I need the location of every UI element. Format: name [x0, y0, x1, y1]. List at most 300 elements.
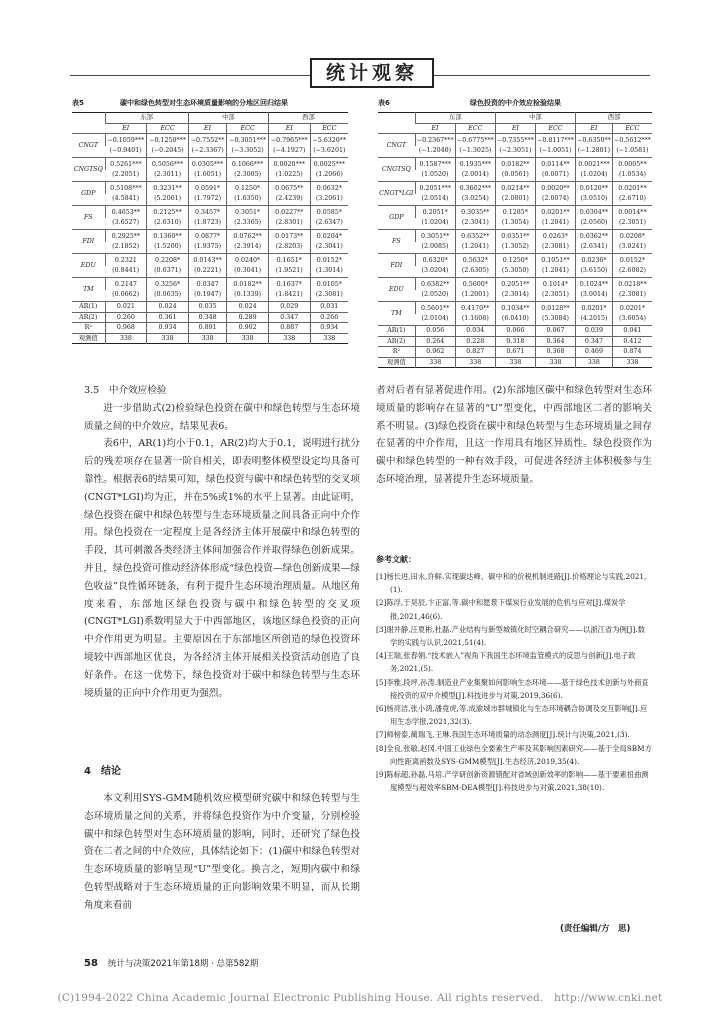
- stat-row: [378, 357, 652, 368]
- stat-cell: 0.035: [188, 302, 226, 313]
- stat-cell: 0.056: [415, 326, 455, 337]
- reference-item: [2]陈浮,于昊辰,卞正富,等.碳中和愿景下煤炭行业发展的危机与应对[J].煤炭学报,2021,46(6).: [376, 598, 626, 621]
- coef-cell: 0.0236*: [576, 254, 613, 266]
- t-stat-row: [378, 314, 652, 326]
- coef-cell: 0.2051***: [415, 182, 455, 194]
- t-stat-cell: (2.3041): [455, 218, 495, 230]
- coef-row: [378, 230, 652, 242]
- column-header: EI: [495, 123, 535, 134]
- t-stat-cell: (3.2061): [310, 194, 348, 206]
- coef-cell: −0.7355***: [495, 134, 535, 146]
- column-header: ECC: [535, 123, 575, 134]
- coef-row: [72, 278, 348, 290]
- row-label: FDI: [72, 230, 105, 254]
- t-stat-cell: (−2.3367): [188, 146, 226, 158]
- region-header: 西部: [576, 113, 653, 124]
- coef-cell: 0.0120**: [576, 182, 613, 194]
- coef-cell: 0.5632*: [455, 254, 495, 266]
- t-stat-cell: (0.1947): [188, 290, 226, 302]
- t-stat-row: [72, 242, 348, 254]
- coef-cell: −0.7965***: [268, 134, 310, 146]
- stat-cell: 0.024: [147, 302, 189, 313]
- coef-cell: 0.6382**: [415, 278, 455, 290]
- coef-cell: 0.0105*: [310, 278, 348, 290]
- table5: [72, 112, 348, 344]
- paragraph: 表6中，AR(1)均小于0.1，AR(2)均大于0.1，说明进行扰分后的残差项存在显著一阶自相关，即表明整体模型设定均具备可靠性。根据表6的结果可知，绿色投资与碳中和绿色转型的交叉项(CNGT*LGI)均为正，并在5%或1%的水平上显著。由此证明，绿色投资在碳中和绿色转型与生态环境质量之间具备正向中介作用。绿色投资在一定程度上是各经济主体开展碳中和绿色转型的手段，其可刺激各类经济主体间加强合作并取得绿色创新成果。并且，绿色投资可推动经济体形成“绿色投资—绿色创新成果—绿色收益”良性循环链条，有利于提升生态环境治理质量。从地区角度来看，东部地区绿色投资与碳中和绿色转型的交叉项(CNGT*LGI)系数明显大于中西部地区，该地区绿色投资的正向中介作用更为明显。主要原因在于东部地区所创造的绿色投资环境较中西部地区优良，为各经济主体开展相关投资活动创造了良好条件。在这一优势下，绿色投资对于碳中和绿色转型与生态环境质量的正向中介作用更为强烈。: [84, 438, 360, 699]
- copyright-watermark: (C)1994-2022 China Academic Journal Electronic Publishing House. All rights reserved. http://www.cnki.net: [57, 992, 663, 1004]
- stat-cell: 0.318: [495, 336, 535, 347]
- t-stat-cell: (4.2015): [576, 314, 613, 326]
- reference-item: [9]陈标超,孙磊,马培.产学研创新资源错配对省域创新效率的影响——基于要素扭曲测度模型与超效率SBM-DEA模型[J].科技进步与对策,2021,38(10).: [376, 770, 649, 793]
- coef-cell: 0.1285*: [495, 206, 535, 218]
- stat-cell: 0.039: [576, 326, 613, 337]
- t-stat-cell: (2.6082): [612, 266, 652, 278]
- t-stat-cell: (2.3051): [612, 218, 652, 230]
- stat-cell: 0.671: [495, 347, 535, 358]
- stat-label: 观测值: [72, 333, 105, 344]
- t-stat-cell: (1.0534): [612, 170, 652, 182]
- t-stat-cell: (2.3914): [227, 242, 269, 254]
- region-header: 中部: [495, 113, 575, 124]
- t-stat-cell: (1.0225): [268, 170, 310, 182]
- t-stat-cell: (1.0204): [421, 218, 449, 226]
- row-label: TM: [72, 278, 105, 302]
- region-header: 东部: [415, 113, 495, 124]
- t-stat-row: [72, 170, 348, 182]
- left-column: [84, 382, 360, 702]
- coef-cell: 0.3035**: [455, 206, 495, 218]
- coef-cell: 0.0304**: [576, 206, 613, 218]
- t-stat-cell: (0.0071): [535, 170, 575, 182]
- stat-row: [72, 302, 348, 313]
- stat-cell: 0.228: [455, 336, 495, 347]
- stat-cell: 338: [495, 357, 535, 368]
- t-stat-cell: (5.2061): [147, 194, 189, 206]
- coef-cell: 0.1024**: [576, 278, 613, 290]
- coef-cell: 0.0585*: [310, 206, 348, 218]
- t-stat-row: [378, 194, 652, 206]
- t-stat-cell: (0.6371): [147, 266, 189, 278]
- row-label: TM: [378, 302, 415, 326]
- journal-info: 统计与决策2021年第18期 · 总第582期: [107, 959, 259, 969]
- t-stat-cell: (−1.0581): [612, 146, 652, 158]
- t-stat-row: [378, 218, 652, 230]
- stat-cell: 0.041: [612, 326, 652, 337]
- coef-cell: 0.0240*: [227, 254, 269, 266]
- t-stat-cell: (2.3081): [535, 242, 575, 254]
- coef-cell: 0.0305***: [188, 158, 226, 170]
- t-stat-row: [378, 290, 652, 302]
- coef-cell: 0.3051**: [415, 230, 455, 242]
- t-stat-cell: (2.4239): [268, 194, 310, 206]
- coef-cell: 0.0204*: [310, 230, 348, 242]
- table6: [378, 112, 652, 368]
- table5-title: 碳中和绿色转型对生态环境质量影响的分地区回归结果: [120, 99, 288, 107]
- t-stat-row: [72, 290, 348, 302]
- row-label: CNGT*LGI: [378, 182, 415, 206]
- coef-cell: 0.0143**: [188, 254, 226, 266]
- coef-cell: 0.2925**: [105, 230, 147, 242]
- stat-cell: 338: [147, 333, 189, 344]
- table5-caption: [72, 98, 288, 108]
- row-label: GDP: [72, 182, 105, 206]
- stat-row: [378, 347, 652, 358]
- t-stat-cell: (1.9521): [268, 266, 310, 278]
- stat-cell: 338: [455, 357, 495, 368]
- coef-cell: 0.5056***: [147, 158, 189, 170]
- t-stat-cell: (1.2001): [455, 290, 495, 302]
- stat-cell: 0.066: [495, 326, 535, 337]
- coef-cell: 0.1250*: [227, 182, 269, 194]
- stat-cell: 0.289: [227, 312, 269, 323]
- coef-row: [378, 278, 652, 290]
- t-stat-cell: (2.6347): [310, 218, 348, 230]
- coef-cell: 0.0201*: [612, 302, 652, 314]
- t-stat-row: [72, 218, 348, 230]
- t-stat-cell: (2.0514): [421, 194, 449, 202]
- stat-cell: 338: [105, 333, 147, 344]
- coef-cell: 0.0263*: [535, 230, 575, 242]
- coef-cell: 0.0218**: [612, 278, 652, 290]
- stat-cell: 0.891: [188, 323, 226, 334]
- coef-cell: 0.5600*: [455, 278, 495, 290]
- column-header: ECC: [227, 123, 269, 134]
- coef-cell: 0.3231**: [147, 182, 189, 194]
- t-stat-row: [72, 194, 348, 206]
- column-header: EI: [188, 123, 226, 134]
- coef-cell: −0.6775***: [455, 134, 495, 146]
- t-stat-cell: (2.6710): [612, 194, 652, 206]
- stat-label: AR(2): [72, 312, 105, 323]
- coef-cell: 0.6320*: [415, 254, 455, 266]
- coef-cell: 0.0005**: [612, 158, 652, 170]
- t-stat-cell: (2.1852): [112, 242, 140, 250]
- column-header: ECC: [612, 123, 652, 134]
- t-stat-cell: (0.0662): [112, 290, 140, 298]
- t-stat-cell: (2.0520): [421, 290, 449, 298]
- reference-item: [6]杨亮洁,张小鸿,潘竟虎,等.成渝城市群城镇化与生态环境耦合协调及交互影响[J].应用生态学报,2021,32(3).: [376, 704, 648, 727]
- coef-cell: 0.2321: [105, 254, 147, 266]
- column-header: EI: [576, 123, 613, 134]
- coef-cell: 0.4653**: [105, 206, 147, 218]
- coef-row: [72, 158, 348, 170]
- coef-cell: 0.3602***: [455, 182, 495, 194]
- coef-cell: 0.1587***: [415, 158, 455, 170]
- t-stat-cell: (3.6150): [576, 266, 613, 278]
- coef-row: [378, 206, 652, 218]
- row-label: CNGT: [378, 134, 415, 158]
- t-stat-cell: (2.6305): [455, 266, 495, 278]
- column-header: ECC: [147, 123, 189, 134]
- t-stat-cell: (2.6341): [576, 242, 613, 254]
- column-header: EI: [268, 123, 310, 134]
- coef-cell: 0.1360**: [147, 230, 189, 242]
- column-header: ECC: [455, 123, 495, 134]
- t-stat-cell: (1.0520): [421, 170, 449, 178]
- coef-cell: −0.7552**: [188, 134, 226, 146]
- paragraph: 本文利用SYS-GMM随机效应模型研究碳中和绿色转型与生态环境质量之间的关系，并将绿色投资作为中介变量，分别检验碳中和绿色转型对生态环境质量的影响，同时，还研究了绿色投资在二者之间的中介效应，具体结论如下：(1)碳中和绿色转型对生态环境质量的影响呈现“U”型变化。换言之，短期内碳中和绿色转型战略对于生态环境质量的正向影响效果不明显，而从长期角度来看前: [84, 793, 360, 911]
- t-stat-cell: (1.2066): [310, 170, 348, 182]
- region-header: 西部: [268, 113, 348, 124]
- t-stat-cell: (1.3054): [495, 218, 535, 230]
- coef-row: [378, 134, 652, 146]
- t-stat-cell: (1.2041): [535, 266, 575, 278]
- t-stat-cell: (1.1608): [455, 314, 495, 326]
- coef-cell: 0.0114**: [535, 158, 575, 170]
- reference-item: [5]李雅,段坪,孙涛.制造业产业集聚如何影响生态环境——基于绿色技术创新与外商直接投资的双中介模型[J].科技进步与对策,2019,36(6).: [376, 677, 649, 700]
- t-stat-cell: (1.8421): [268, 290, 310, 302]
- coef-cell: 0.2051*: [415, 206, 455, 218]
- stat-cell: 0.347: [576, 336, 613, 347]
- column-header: EI: [105, 123, 147, 134]
- subsection-heading: 3.5 中介效应检验: [84, 385, 167, 396]
- coef-cell: 0.1034**: [495, 302, 535, 314]
- stat-cell: 0.934: [147, 323, 189, 334]
- stat-cell: 0.469: [576, 347, 613, 358]
- stat-cell: 0.260: [105, 312, 147, 323]
- stat-label: R²: [72, 323, 105, 334]
- row-label: GDP: [378, 206, 415, 230]
- coef-cell: 0.0020**: [535, 182, 575, 194]
- table6-number: 表6: [378, 99, 390, 107]
- coef-cell: 0.1066***: [227, 158, 269, 170]
- t-stat-cell: (−0.9401): [109, 146, 142, 154]
- coef-cell: 0.0214**: [495, 182, 535, 194]
- stat-cell: 0.029: [268, 302, 310, 313]
- stat-cell: 338: [227, 333, 269, 344]
- t-stat-cell: (1.2041): [535, 218, 575, 230]
- t-stat-cell: (3.6527): [112, 218, 140, 226]
- coef-cell: 0.0877*: [188, 230, 226, 242]
- coef-cell: −0.5612***: [612, 134, 652, 146]
- coef-row: [378, 254, 652, 266]
- coef-row: [378, 302, 652, 314]
- stat-cell: 0.962: [415, 347, 455, 358]
- t-stat-cell: (−1.2040): [418, 146, 452, 154]
- coef-row: [72, 254, 348, 266]
- stat-cell: 0.264: [415, 336, 455, 347]
- t-stat-cell: (−0.2045): [147, 146, 189, 158]
- stat-cell: 0.266: [310, 312, 348, 323]
- coef-cell: 0.1051**: [535, 254, 575, 266]
- coef-cell: 0.3457*: [188, 206, 226, 218]
- subheader-row: [378, 123, 652, 134]
- reference-item: [8]全良,张敏,赵冈.中国工业绿色全要素生产率及其影响因素研究——基于全局SBM方向性距离函数及SYS-GMM模型[J].生态经济,2019,35(4).: [376, 743, 652, 766]
- t-stat-cell: (2.0801): [495, 194, 535, 206]
- row-label: CNGTSQ: [72, 158, 105, 182]
- stat-row: [72, 333, 348, 344]
- coef-cell: 0.0362**: [576, 230, 613, 242]
- row-label: FS: [378, 230, 415, 254]
- t-stat-cell: (2.8301): [268, 218, 310, 230]
- coef-row: [378, 158, 652, 170]
- stat-row: [378, 326, 652, 337]
- t-stat-row: [378, 146, 652, 158]
- stat-cell: 0.412: [612, 336, 652, 347]
- coef-cell: 0.1637*: [268, 278, 310, 290]
- reference-item: [3]谢井静,汪夏彬,杜磊.产业结构与新型城镇化时空耦合研究——以浙江省为例[J].数学的实践与认识,2021,51(4).: [376, 624, 646, 648]
- stat-cell: 338: [188, 333, 226, 344]
- coef-row: [378, 182, 652, 194]
- t-stat-cell: (2.0014): [455, 170, 495, 182]
- page-footer: [84, 957, 258, 969]
- t-stat-cell: (0.3041): [227, 266, 269, 278]
- coef-row: [72, 182, 348, 194]
- coef-cell: 0.0182**: [495, 158, 535, 170]
- coef-cell: 0.5261***: [105, 158, 147, 170]
- coef-cell: 0.2125**: [147, 206, 189, 218]
- corner-cell: [378, 113, 415, 134]
- t-stat-cell: (−3.3052): [227, 146, 269, 158]
- t-stat-cell: (2.3051): [535, 290, 575, 302]
- t-stat-cell: (2.3365): [227, 218, 269, 230]
- coef-cell: 0.0173**: [268, 230, 310, 242]
- stat-label: R²: [378, 347, 415, 358]
- t-stat-cell: (2.6310): [147, 218, 189, 230]
- stat-cell: 338: [415, 357, 455, 368]
- t-stat-row: [378, 242, 652, 254]
- t-stat-cell: (5.3084): [535, 314, 575, 326]
- t-stat-cell: (1.3052): [495, 242, 535, 254]
- coef-cell: 0.4170**: [455, 302, 495, 314]
- header-row: [378, 113, 652, 124]
- coef-cell: 0.0152*: [310, 254, 348, 266]
- coef-cell: −5.6320**: [310, 134, 348, 146]
- t-stat-cell: (5.3050): [495, 266, 535, 278]
- coef-cell: 0.0128**: [535, 302, 575, 314]
- stat-row: [72, 312, 348, 323]
- t-stat-cell: (1.7972): [188, 194, 226, 206]
- t-stat-cell: (1.5200): [147, 242, 189, 254]
- coef-cell: 0.5601**: [415, 302, 455, 314]
- section-heading: 4 结论: [84, 766, 121, 777]
- paragraph: 者对后者有显著促进作用。(2)东部地区碳中和绿色转型对生态环境质量的影响存在显著的“U”型变化，中西部地区二者的影响关系不明显。(3)绿色投资在碳中和绿色转型与生态环境质量之间存在显著的中介作用，且这一作用具有地区异质性。绿色投资作为碳中和绿色转型的一种有效手段，可促进各经济主体积极参与生态环境治理，显著提升生态环境质量。: [376, 385, 652, 485]
- stat-cell: 0.348: [188, 312, 226, 323]
- stat-cell: 0.827: [455, 347, 495, 358]
- t-stat-cell: (3.0241): [612, 242, 652, 254]
- t-stat-cell: (4.5841): [112, 194, 140, 202]
- stat-cell: 338: [310, 333, 348, 344]
- region-header: 东部: [105, 113, 188, 124]
- stat-label: AR(1): [378, 326, 415, 337]
- table6-caption: [378, 98, 561, 108]
- coef-cell: 0.0208*: [612, 230, 652, 242]
- coef-row: [72, 134, 348, 146]
- t-stat-row: [72, 266, 348, 278]
- t-stat-cell: (2.0560): [576, 218, 613, 230]
- coef-cell: 0.1651*: [268, 254, 310, 266]
- row-label: EDU: [378, 278, 415, 302]
- t-stat-cell: (2.3081): [612, 290, 652, 302]
- coef-cell: 0.1014*: [535, 278, 575, 290]
- region-header: 中部: [188, 113, 268, 124]
- t-stat-cell: (1.3014): [310, 266, 348, 278]
- t-stat-cell: (2.3014): [495, 290, 535, 302]
- corner-cell: [72, 113, 105, 134]
- references-list: [376, 570, 652, 794]
- t-stat-cell: (1.6350): [227, 194, 269, 206]
- coef-cell: 0.0201*: [576, 302, 613, 314]
- t-stat-cell: (1.2041): [455, 242, 495, 254]
- row-label: CNGTSQ: [378, 158, 415, 182]
- t-stat-cell: (−1.0051): [535, 146, 575, 158]
- page-number: 58: [84, 958, 98, 969]
- editor-credit: (责任编辑/方 思): [560, 924, 631, 934]
- subheader-row: [72, 123, 348, 134]
- coef-cell: −0.8117***: [535, 134, 575, 146]
- stat-cell: 0.934: [310, 323, 348, 334]
- coef-cell: 0.1935***: [455, 158, 495, 170]
- column-header: EI: [415, 123, 455, 134]
- stat-cell: 0.021: [105, 302, 147, 313]
- stat-cell: 0.347: [268, 312, 310, 323]
- paragraph: 进一步借助式(2)检验绿色投资在碳中和绿色转型与生态环境质量之间的中介效应，结果见表6。: [84, 402, 360, 432]
- row-label: FDI: [378, 254, 415, 278]
- t-stat-cell: (0.8441): [112, 266, 140, 274]
- coef-cell: 0.0201**: [535, 206, 575, 218]
- coef-cell: 0.2147: [105, 278, 147, 290]
- stat-cell: 0.968: [105, 323, 147, 334]
- column-title: 统计观察: [310, 58, 434, 88]
- stat-cell: 338: [535, 357, 575, 368]
- table5-number: 表5: [72, 99, 84, 107]
- column-header: ECC: [310, 123, 348, 134]
- coef-cell: 0.2051**: [495, 278, 535, 290]
- coef-cell: 0.6352**: [455, 230, 495, 242]
- coef-cell: 0.0025***: [310, 158, 348, 170]
- stat-label: 观测值: [378, 357, 415, 368]
- t-stat-cell: (3.0014): [576, 290, 613, 302]
- t-stat-cell: (−1.2801): [576, 146, 613, 158]
- stat-row: [72, 323, 348, 334]
- t-stat-cell: (3.6054): [612, 314, 652, 326]
- coef-row: [72, 230, 348, 242]
- stat-cell: 0.031: [310, 302, 348, 313]
- coef-cell: 0.0351**: [495, 230, 535, 242]
- stat-cell: 0.902: [227, 323, 269, 334]
- coef-cell: 0.0201**: [612, 182, 652, 194]
- t-stat-row: [378, 170, 652, 182]
- coef-cell: 0.1250*: [495, 254, 535, 266]
- coef-cell: 0.0347: [188, 278, 226, 290]
- stat-cell: 338: [612, 357, 652, 368]
- coef-cell: −0.6350**: [576, 134, 613, 146]
- stat-cell: 0.067: [535, 326, 575, 337]
- coef-cell: 0.0591*: [188, 182, 226, 194]
- t-stat-cell: (0.1339): [227, 290, 269, 302]
- t-stat-cell: (2.3011): [147, 170, 189, 182]
- t-stat-cell: (2.0074): [535, 194, 575, 206]
- t-stat-cell: (2.0104): [421, 314, 449, 322]
- coef-cell: 0.0762**: [227, 230, 269, 242]
- t-stat-cell: (−3.6201): [310, 146, 348, 158]
- row-label: CNGT: [72, 134, 105, 158]
- stat-cell: 0.024: [227, 302, 269, 313]
- coef-cell: 0.0152*: [612, 254, 652, 266]
- t-stat-cell: (−2.3051): [495, 146, 535, 158]
- t-stat-cell: (3.0254): [455, 194, 495, 206]
- stat-cell: 0.874: [612, 347, 652, 358]
- stat-cell: 0.361: [147, 312, 189, 323]
- t-stat-cell: (2.2051): [112, 170, 140, 178]
- t-stat-cell: (−1.3025): [455, 146, 495, 158]
- coef-cell: −0.1059***: [105, 134, 147, 146]
- t-stat-cell: (1.0204): [576, 170, 613, 182]
- stat-label: AR(1): [72, 302, 105, 313]
- coef-cell: −0.3051***: [227, 134, 269, 146]
- reference-item: [7]师榜泰,蔺瑞飞,王琳.我国生态环境质量的动态测度[J].统计与决策,2021,(3).: [376, 730, 630, 740]
- t-stat-cell: (2.0085): [421, 242, 449, 250]
